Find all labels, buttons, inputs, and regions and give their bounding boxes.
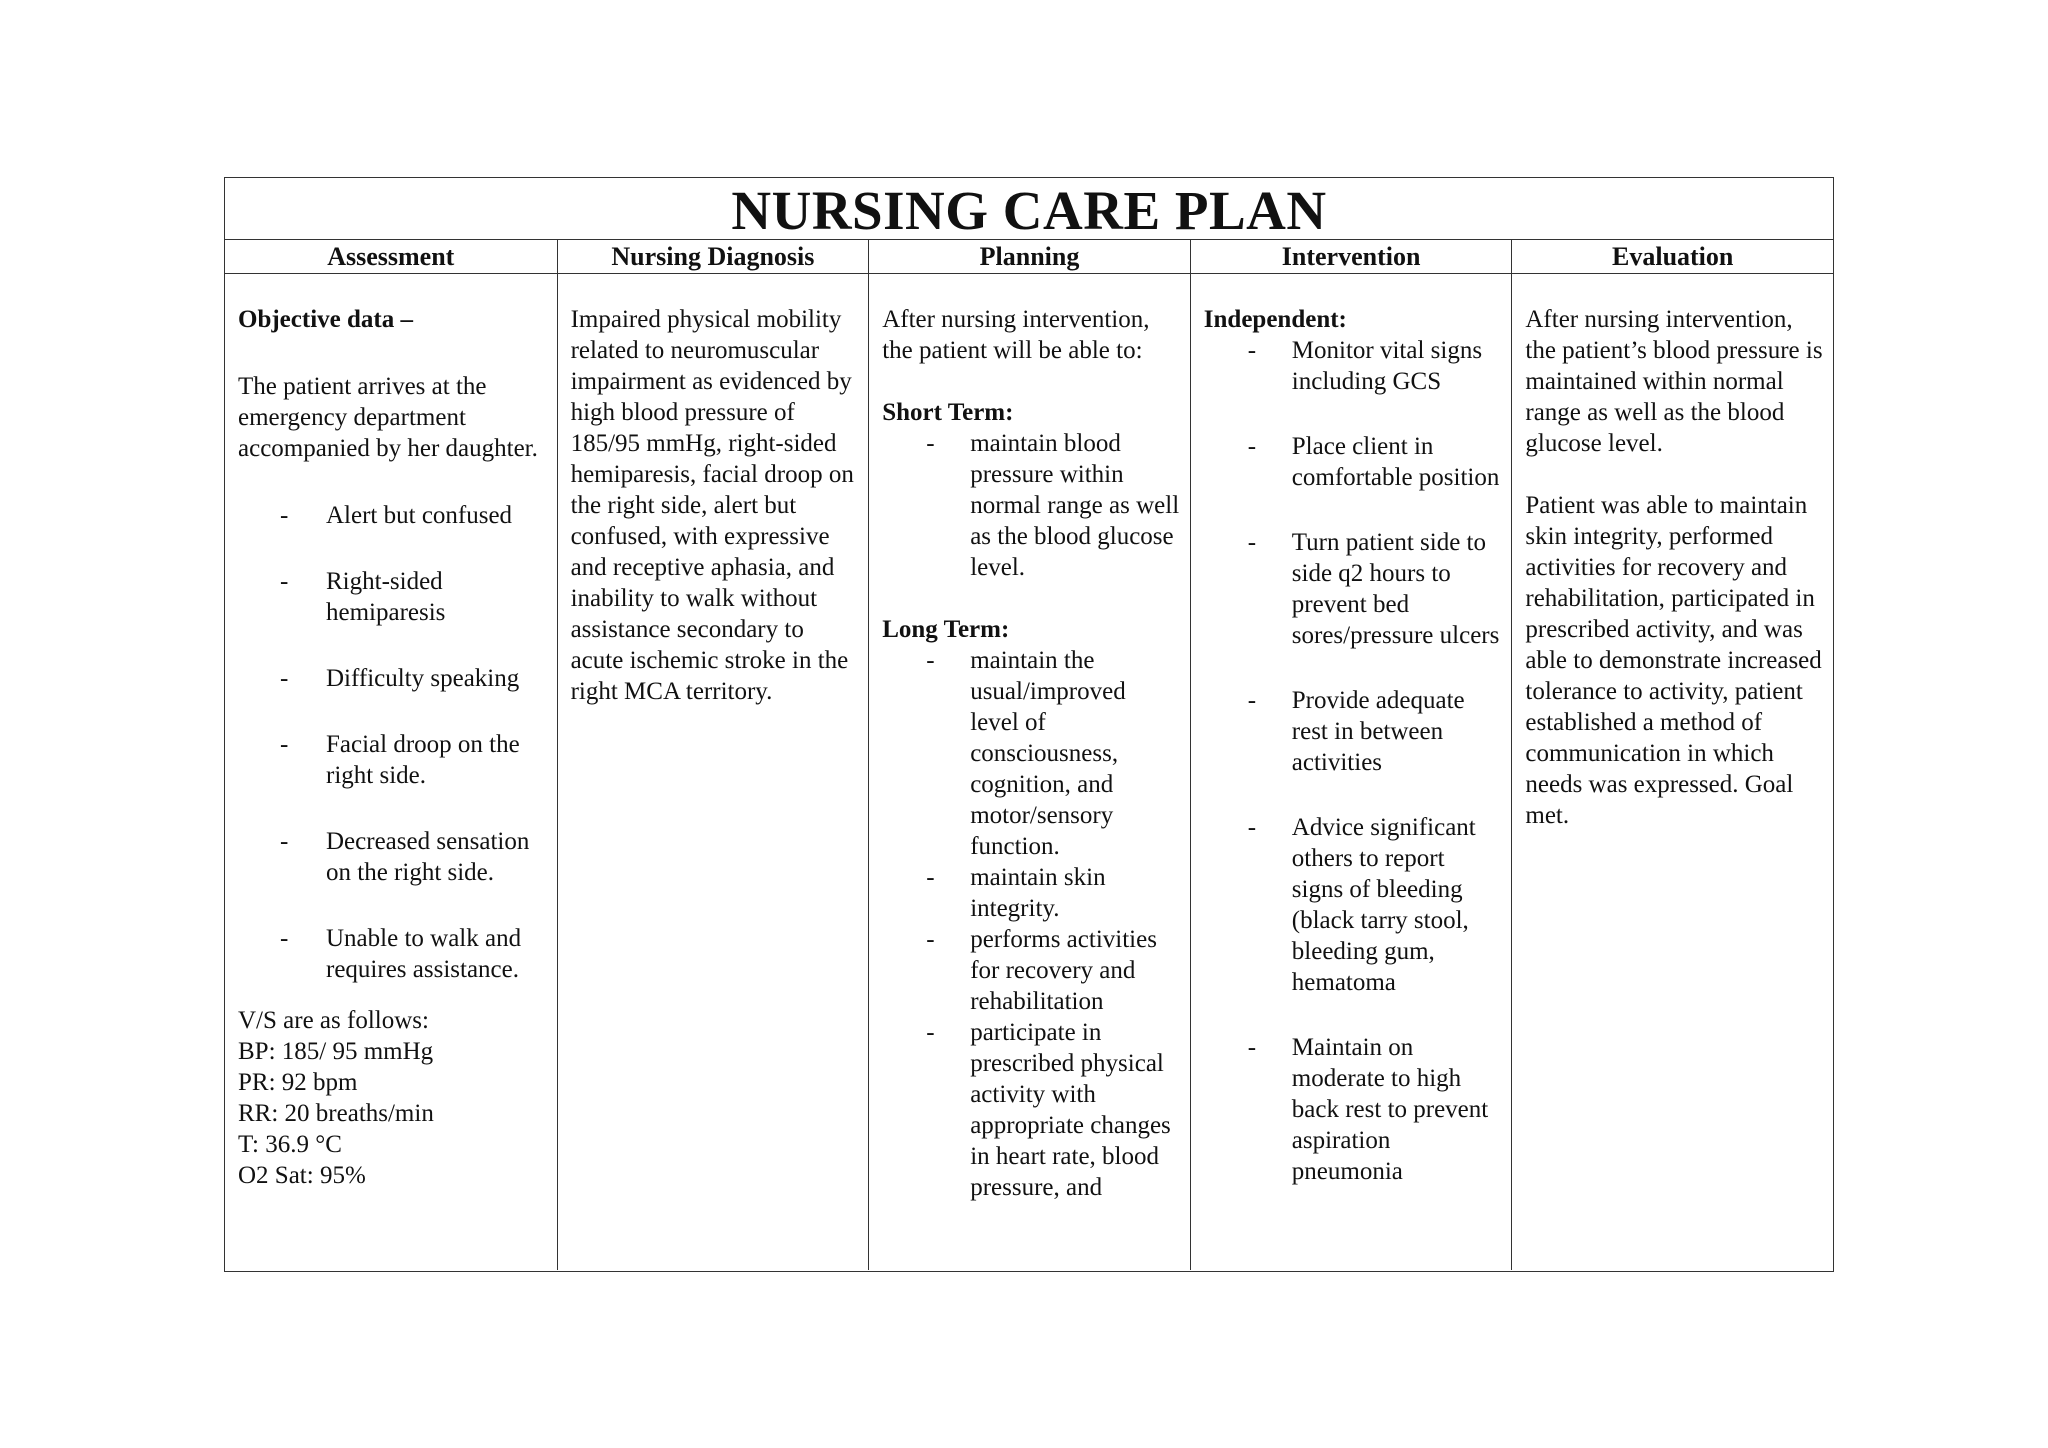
list-item: - Unable to walk and requires assistance. <box>280 925 522 983</box>
assessment-intro: The patient arrives at the emergency department accompanied by her daughter. <box>238 373 538 462</box>
independent-label: Independent: <box>1203 306 1347 333</box>
list-item: - Decreased sensation on the right side. <box>280 828 530 886</box>
intervention-cell <box>1191 274 1513 1270</box>
list-item: - performs activities for recovery and rehabilitation <box>926 926 1157 1015</box>
evaluation-paragraph: After nursing intervention, the patient’s blood pressure is maintained within normal range as well as the blood glucose level. <box>1525 306 1823 457</box>
header-intervention: Intervention <box>1191 240 1513 273</box>
vital-signs: V/S are as follows: BP: 185/ 95 mmHg PR: 92 bpm RR: 20 breaths/min T: 36.9 °C O2 Sat: 95% <box>238 1007 434 1189</box>
list-item: - participate in prescribed physical activity with appropriate changes in heart rate, blood pressure, and <box>926 1019 1171 1201</box>
list-item: - Right-sided hemiparesis <box>280 568 446 626</box>
header-planning: Planning <box>869 240 1191 273</box>
list-item: - Facial droop on the right side. <box>280 731 520 789</box>
column-header-row <box>225 240 1833 274</box>
nursing-diagnosis-cell <box>558 274 870 1270</box>
intervention-list <box>1204 335 1502 1187</box>
list-item: - Monitor vital signs including GCS <box>1247 337 1483 395</box>
header-assessment: Assessment <box>225 240 558 273</box>
diagnosis-text: Impaired physical mobility related to neuromuscular impairment as evidenced by high blood pressure of 185/95 mmHg, right-sided hemiparesis, facial droop on the right side, alert but confused, with expressive and receptive aphasia, and inability to walk without assistance secondary to acute ischemic stroke in the right MCA territory. <box>570 306 854 705</box>
evaluation-cell <box>1512 274 1833 1270</box>
header-nursing-diagnosis: Nursing Diagnosis <box>558 240 870 273</box>
long-term-label: Long Term: <box>882 616 1010 643</box>
list-item: - Difficulty speaking <box>280 665 520 692</box>
list-item: - Alert but confused <box>280 502 513 529</box>
header-evaluation: Evaluation <box>1612 242 1734 271</box>
list-item: - Maintain on moderate to high back rest to prevent aspiration pneumonia <box>1247 1034 1489 1185</box>
list-item: - Turn patient side to side q2 hours to prevent bed sores/pressure ulcers <box>1247 529 1500 649</box>
nursing-care-plan-table <box>224 177 1834 1272</box>
long-term-goals <box>882 645 1180 1203</box>
planning-cell <box>869 274 1191 1270</box>
objective-data-heading: Objective data – <box>238 306 413 333</box>
list-item: - maintain skin integrity. <box>926 864 1106 922</box>
list-item: - Advice significant others to report signs of bleeding (black tarry stool, bleeding gum, hematoma <box>1247 814 1476 996</box>
list-item: - maintain the usual/improved level of consciousness, cognition, and motor/sensory function. <box>926 647 1126 860</box>
short-term-goals <box>882 428 1180 583</box>
evaluation-paragraph: Patient was able to maintain skin integrity, performed activities for recovery and rehabilitation, participated in prescribed activity, and was able to demonstrate increased tolerance to activity, patient established a method of communication in which needs was expressed. Goal met. <box>1525 492 1822 829</box>
content-row <box>225 274 1833 1270</box>
list-item: - maintain blood pressure within normal range as well as the blood glucose level. <box>926 430 1180 581</box>
assessment-cell <box>225 274 558 1270</box>
list-item: - Place client in comfortable position <box>1247 433 1500 491</box>
short-term-label: Short Term: <box>882 399 1014 426</box>
assessment-findings-list <box>238 500 547 985</box>
planning-intro: After nursing intervention, the patient will be able to: <box>882 306 1150 364</box>
page-title: NURSING CARE PLAN <box>225 178 1833 240</box>
list-item: - Provide adequate rest in between activities <box>1247 687 1465 776</box>
